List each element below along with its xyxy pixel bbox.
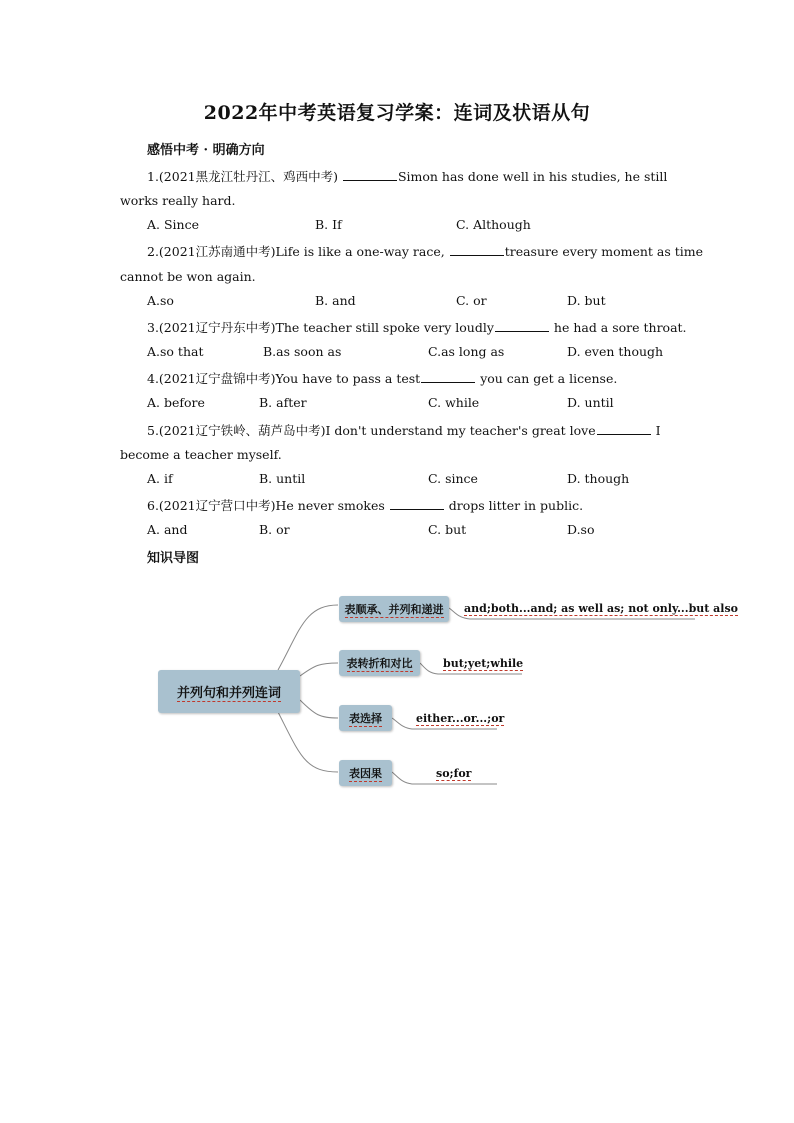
- connector-line: [300, 663, 338, 676]
- option: B. If: [315, 217, 342, 232]
- option: D.so: [567, 522, 595, 537]
- option: A. Since: [147, 217, 199, 232]
- question-6-stem-start: 6.(2021辽宁营口中考)He never smokes: [147, 498, 389, 513]
- option: D. though: [567, 471, 630, 486]
- question-1-continued: works really hard.: [120, 193, 236, 208]
- mindmap-branch: [339, 760, 392, 786]
- option: B. or: [259, 522, 290, 537]
- option: A. if: [147, 471, 173, 486]
- option: B.as soon as: [263, 344, 342, 359]
- mindmap-leaf: [416, 712, 504, 725]
- option: C. while: [428, 395, 480, 410]
- mindmap-branch: [339, 650, 420, 676]
- mindmap-root: [158, 670, 300, 713]
- connector-line: [300, 700, 338, 718]
- question-1-stem-start: 1.(2021黑龙江牡丹江、鸡西中考): [147, 169, 342, 184]
- mindmap-branch-label: 表选择: [349, 711, 382, 725]
- connector-line: [278, 605, 338, 670]
- mindmap-branch-label: 表因果: [349, 766, 382, 780]
- mindmap-branch: [339, 596, 449, 622]
- mindmap-branch-label: 表顺承、并列和递进: [344, 602, 444, 616]
- mindmap-root-label: 并列句和并列连词: [177, 682, 281, 702]
- option: A.so that: [147, 344, 204, 359]
- option: C. Although: [456, 217, 531, 232]
- option: C. or: [456, 293, 487, 308]
- option: B. after: [259, 395, 307, 410]
- connector-line: [278, 712, 338, 772]
- section-heading-mindmap: 知识导图: [147, 551, 200, 566]
- question-5-stem-end: I: [651, 423, 661, 438]
- mindmap-leaf: [443, 657, 523, 670]
- mindmap-leaf-text: either...or...;or: [416, 712, 505, 725]
- question-2-stem-start: 2.(2021江苏南通中考)Life is like a one-way race,: [147, 244, 449, 259]
- page-title: 2022年中考英语复习学案：连词及状语从句: [203, 102, 591, 124]
- mindmap-leaf-text: but;yet;while: [443, 657, 524, 670]
- question-2-stem-end: treasure every moment as time: [504, 244, 704, 259]
- option: C. but: [428, 522, 467, 537]
- question-5-stem-start: 5.(2021辽宁铁岭、葫芦岛中考)I don't understand my teacher's great love: [147, 423, 596, 438]
- option: B. until: [259, 471, 306, 486]
- mindmap-branch: [339, 705, 392, 731]
- option: A. and: [147, 522, 188, 537]
- option: D. even though: [567, 344, 664, 359]
- section-heading-exam: 感悟中考 · 明确方向: [147, 143, 265, 158]
- question-1-stem-end: Simon has done well in his studies, he still: [397, 169, 668, 184]
- question-3-stem-end: he had a sore throat.: [549, 320, 687, 335]
- mindmap-leaf-text: so;for: [436, 767, 472, 780]
- option: C.as long as: [428, 344, 505, 359]
- question-3-stem-start: 3.(2021辽宁丹东中考)The teacher still spoke very loudly: [147, 320, 494, 335]
- mindmap-branch-label: 表转折和对比: [346, 656, 413, 670]
- question-5-continued: become a teacher myself.: [120, 447, 282, 462]
- question-6-stem-end: drops litter in public.: [444, 498, 584, 513]
- question-4-stem-start: 4.(2021辽宁盘锦中考)You have to pass a test: [147, 371, 421, 386]
- option: C. since: [428, 471, 478, 486]
- mindmap-leaf-text: and;both...and; as well as; not only...but also: [464, 602, 739, 615]
- option: D. until: [567, 395, 614, 410]
- option: A. before: [147, 395, 205, 410]
- question-2-continued: cannot be won again.: [120, 269, 256, 284]
- option: D. but: [567, 293, 606, 308]
- option: A.so: [147, 293, 174, 308]
- mindmap-leaf: [436, 767, 471, 780]
- option: B. and: [315, 293, 356, 308]
- question-4-stem-end: you can get a license.: [476, 371, 618, 386]
- mindmap-leaf: [464, 602, 738, 615]
